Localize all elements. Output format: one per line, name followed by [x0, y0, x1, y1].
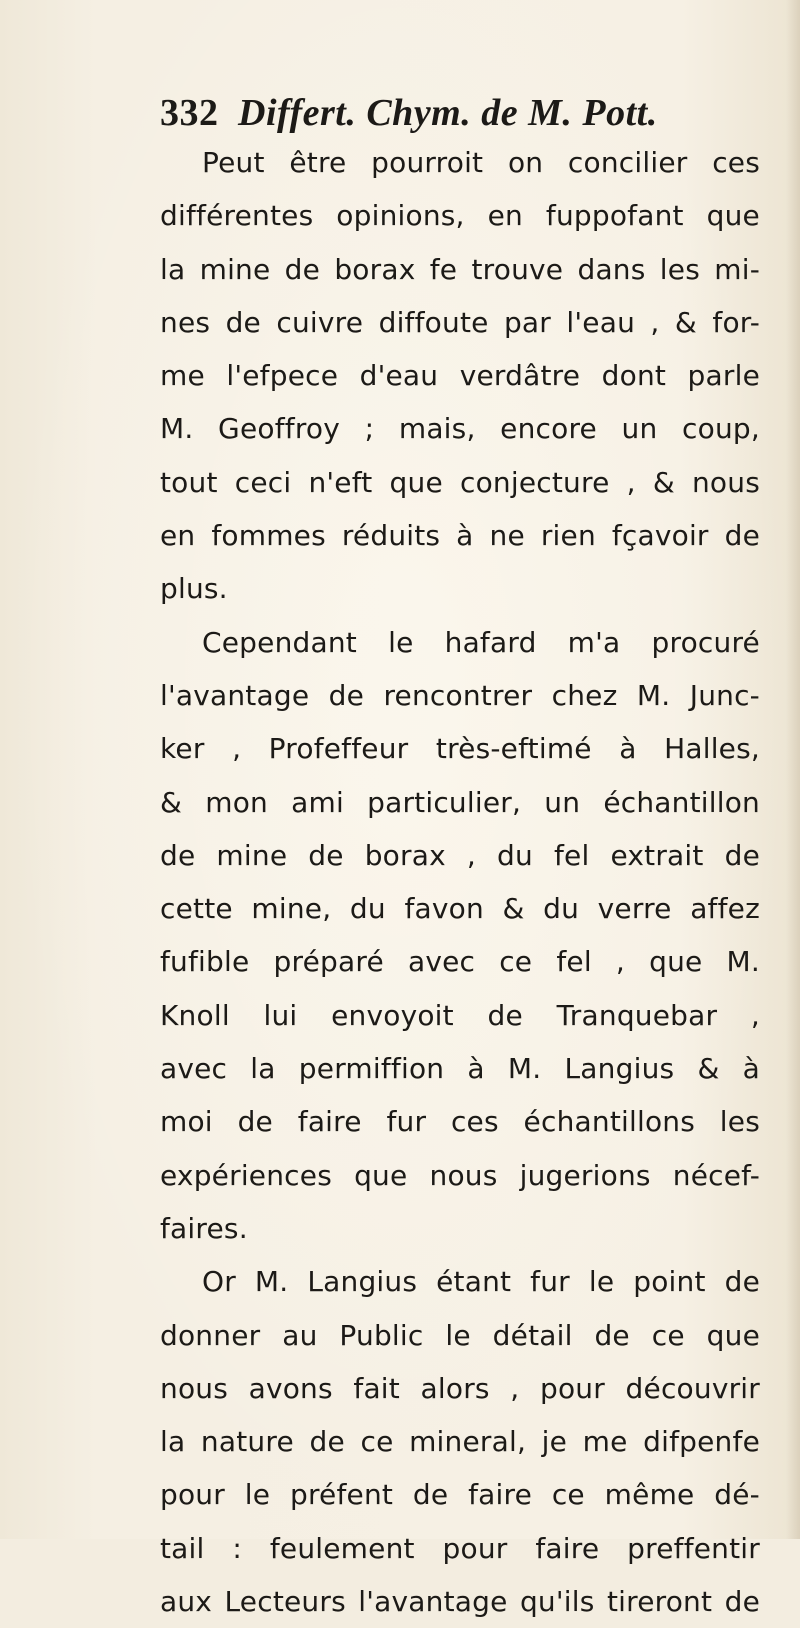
text-line: donner au Public le détail de ce que	[160, 1318, 760, 1352]
text-line: la mine de borax fe trouve dans les mi-	[160, 252, 760, 286]
text-line: M. Geoffroy ; mais, encore un coup,	[160, 412, 760, 446]
text-line: ker , Profeffeur très-eftimé à Halles,	[160, 732, 760, 766]
text-line: en fommes réduits à ne rien fçavoir de	[160, 519, 760, 553]
text-line: Or M. Langius étant fur le point de	[202, 1265, 760, 1299]
running-title: Differt. Chym. de M. Pott.	[238, 92, 658, 134]
text-line: avec la permiffion à M. Langius & à	[160, 1052, 760, 1086]
text-line: & mon ami particulier, un échantillon	[160, 785, 760, 819]
text-line: Knoll lui envoyoit de Tranquebar ,	[160, 998, 760, 1032]
text-line: fufible préparé avec ce fel , que M.	[160, 945, 760, 979]
text-line: Cependant le hafard m'a procuré	[202, 625, 760, 659]
text-line: moi de faire fur ces échantillons les	[160, 1105, 760, 1139]
text-line: plus.	[160, 572, 228, 606]
text-line: différentes opinions, en fuppofant que	[160, 199, 760, 233]
text-line: nes de cuivre diffoute par l'eau , & for-	[160, 305, 760, 339]
text-line: nous avons fait alors , pour découvrir	[160, 1371, 760, 1405]
text-line: faires.	[160, 1211, 248, 1245]
text-line: de mine de borax , du fel extrait de	[160, 838, 760, 872]
text-line: tail : feulement pour faire preffentir	[160, 1531, 760, 1565]
text-line: Peut être pourroit on concilier ces	[202, 146, 760, 179]
text-line: aux Lecteurs l'avantage qu'ils tireront de	[160, 1585, 760, 1619]
text-block	[160, 92, 760, 1628]
text-line: l'avantage de rencontrer chez M. Junc-	[160, 678, 760, 712]
text-line: tout ceci n'eft que conjecture , & nous	[160, 465, 760, 499]
running-head	[160, 92, 760, 136]
text-line: la nature de ce mineral, je me difpenfe	[160, 1425, 760, 1459]
page-number: 332	[160, 92, 219, 134]
text-line: expériences que nous jugerions nécef-	[160, 1158, 760, 1192]
page-edge-shadow	[786, 0, 800, 1539]
body-text	[160, 136, 760, 1628]
text-line: me l'efpece d'eau verdâtre dont parle	[160, 359, 760, 393]
text-line: pour le préfent de faire ce même dé-	[160, 1478, 760, 1512]
text-line: cette mine, du favon & du verre affez	[160, 892, 760, 926]
